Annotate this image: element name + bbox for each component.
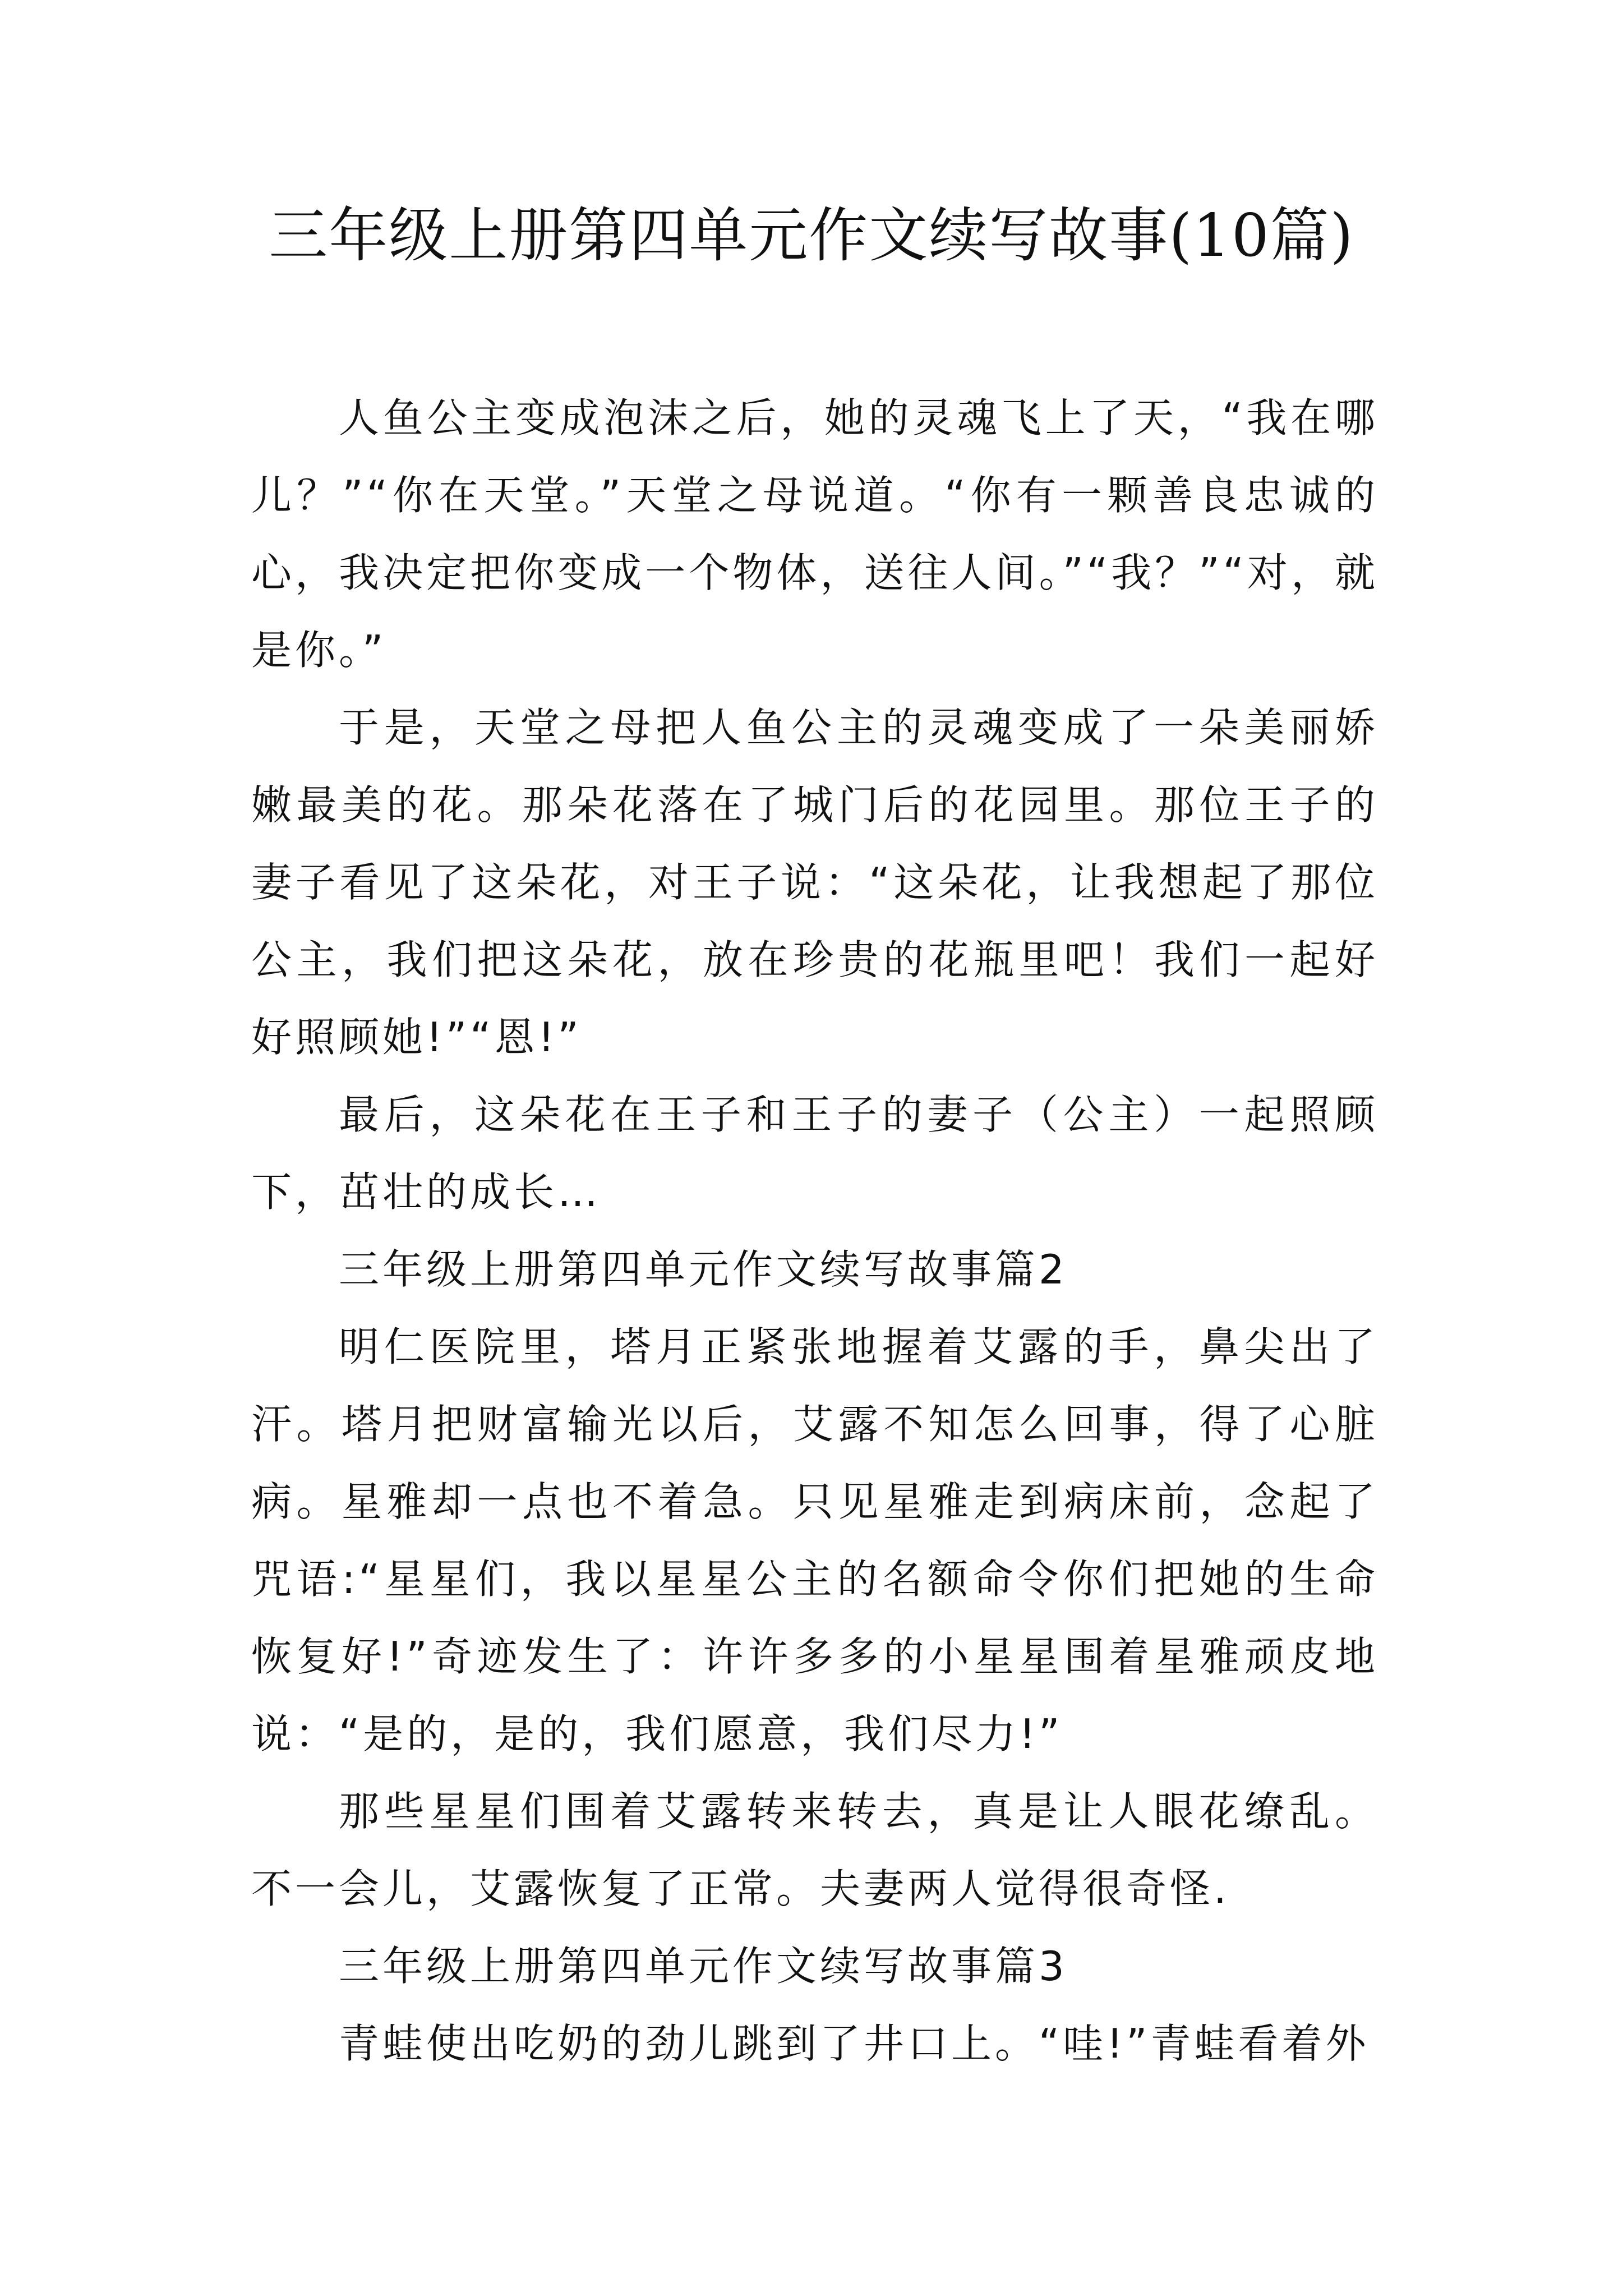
section-heading: 三年级上册第四单元作文续写故事篇3 (339, 1943, 1068, 1990)
paragraph: 最后，这朵花在王子和王子的妻子（公主）一起照顾下，茁壮的成长… (251, 1091, 1378, 1216)
paragraph: 人鱼公主变成泡沫之后，她的灵魂飞上了天，“我在哪儿？”“你在天堂。”天堂之母说道。“你有一颗善良忠诚的心，我决定把你变成一个物体，送往人间。”“我？”“对，就是你。” (251, 394, 1378, 674)
paragraph: 于是，天堂之母把人鱼公主的灵魂变成了一朵美丽娇嫩最美的花。那朵花落在了城门后的花园里。那位王子的妻子看见了这朵花，对王子说：“这朵花，让我想起了那位公主，我们把这朵花，放在珍贵的花瓶里吧！我们一起好好照顾她!”“恩!” (251, 704, 1378, 1061)
paragraph: 明仁医院里，塔月正紧张地握着艾露的手，鼻尖出了汗。塔月把财富输光以后，艾露不知怎么回事，得了心脏病。星雅却一点也不着急。只见星雅走到病床前，念起了咒语:“星星们，我以星星公主的名额命令你们把她的生命恢复好!”奇迹发生了：许许多多的小星星围着星雅顽皮地说：“是的，是的，我们愿意，我们尽力!” (251, 1323, 1378, 1757)
section-heading: 三年级上册第四单元作文续写故事篇2 (339, 1246, 1068, 1293)
paragraph: 那些星星们围着艾露转来转去，真是让人眼花缭乱。不一会儿，艾露恢复了正常。夫妻两人觉得很奇怪. (251, 1788, 1378, 1912)
paragraph: 青蛙使出吃奶的劲儿跳到了井口上。“哇!”青蛙看着外 (339, 2020, 1370, 2067)
document-title: 三年级上册第四单元作文续写故事(10篇) (269, 201, 1354, 270)
document-body (251, 379, 1378, 2082)
